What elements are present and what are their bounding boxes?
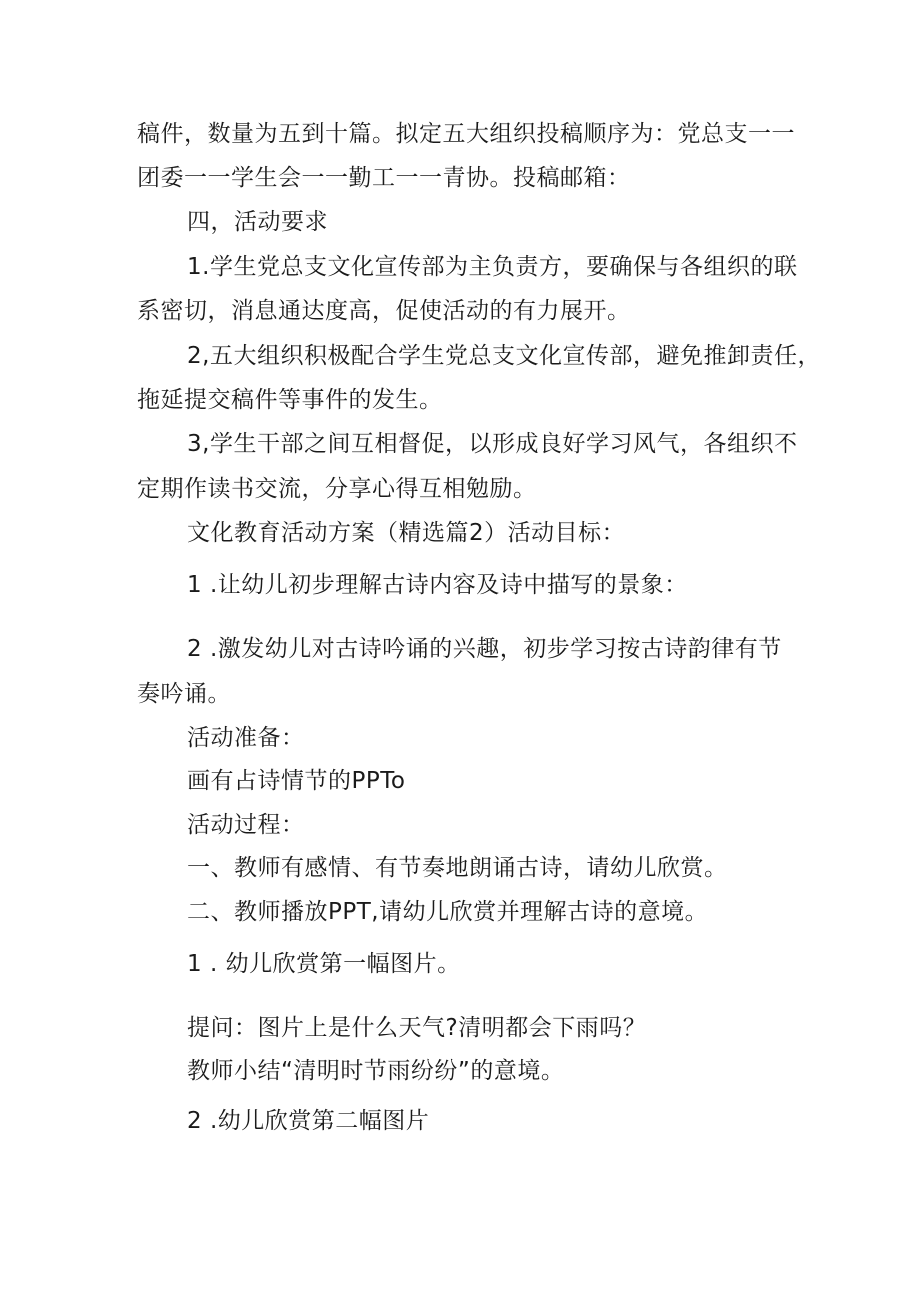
text-line-19: 1 . 幼儿欣赏第一幅图片。 [187, 951, 461, 977]
text-line-11: 1 .让幼儿初步理解古诗内容及诗中描写的景象： [187, 572, 688, 598]
text-line-8: 3,学生干部之间互相督促，以形成良好学习风气，各组织不 [187, 431, 798, 457]
text-line-9: 定期作读书交流，分享心得互相勉励。 [137, 476, 537, 502]
text-line-18: 二、教师播放PPT,请幼儿欣赏并理解古诗的意境。 [187, 899, 709, 925]
text-line-17: 一、教师有感情、有节奏地朗诵古诗，请幼儿欣赏。 [187, 855, 728, 881]
section-heading-preparation: 活动准备： [187, 725, 305, 751]
text-line-6: 2,五大组织积极配合学生党总支文化宣传部，避免推卸责任， [187, 343, 821, 369]
section-heading-plan-2: 文化教育活动方案（精选篇2）活动目标： [187, 520, 626, 546]
text-line-15: 画有占诗情节的PPTo [187, 768, 406, 794]
section-heading-process: 活动过程： [187, 812, 305, 838]
text-line-2: 团委一一学生会一一勤工一一青协。投稿邮箱： [137, 165, 631, 191]
text-line-4: 1.学生党总支文化宣传部为主负责方，要确保与各组织的联 [187, 254, 798, 280]
text-line-5: 系密切，消息通达度高，促使活动的有力展开。 [137, 298, 631, 324]
text-line-1: 稿件，数量为五到十篇。拟定五大组织投稿顺序为：党总支一一 [137, 121, 795, 147]
text-line-12: 2 .激发幼儿对古诗吟诵的兴趣，初步学习按古诗韵律有节 [187, 636, 782, 662]
text-line-13: 奏吟诵。 [137, 681, 231, 707]
section-heading-requirements: 四，活动要求 [187, 209, 328, 235]
text-line-20: 提问：图片上是什么天气?清明都会下雨吗？ [187, 1015, 647, 1041]
text-line-22: 2 .幼儿欣赏第二幅图片 [187, 1108, 430, 1134]
text-line-21: 教师小结“清明时节雨纷纷”的意境。 [187, 1058, 565, 1084]
text-line-7: 拖延提交稿件等事件的发生。 [137, 387, 443, 413]
